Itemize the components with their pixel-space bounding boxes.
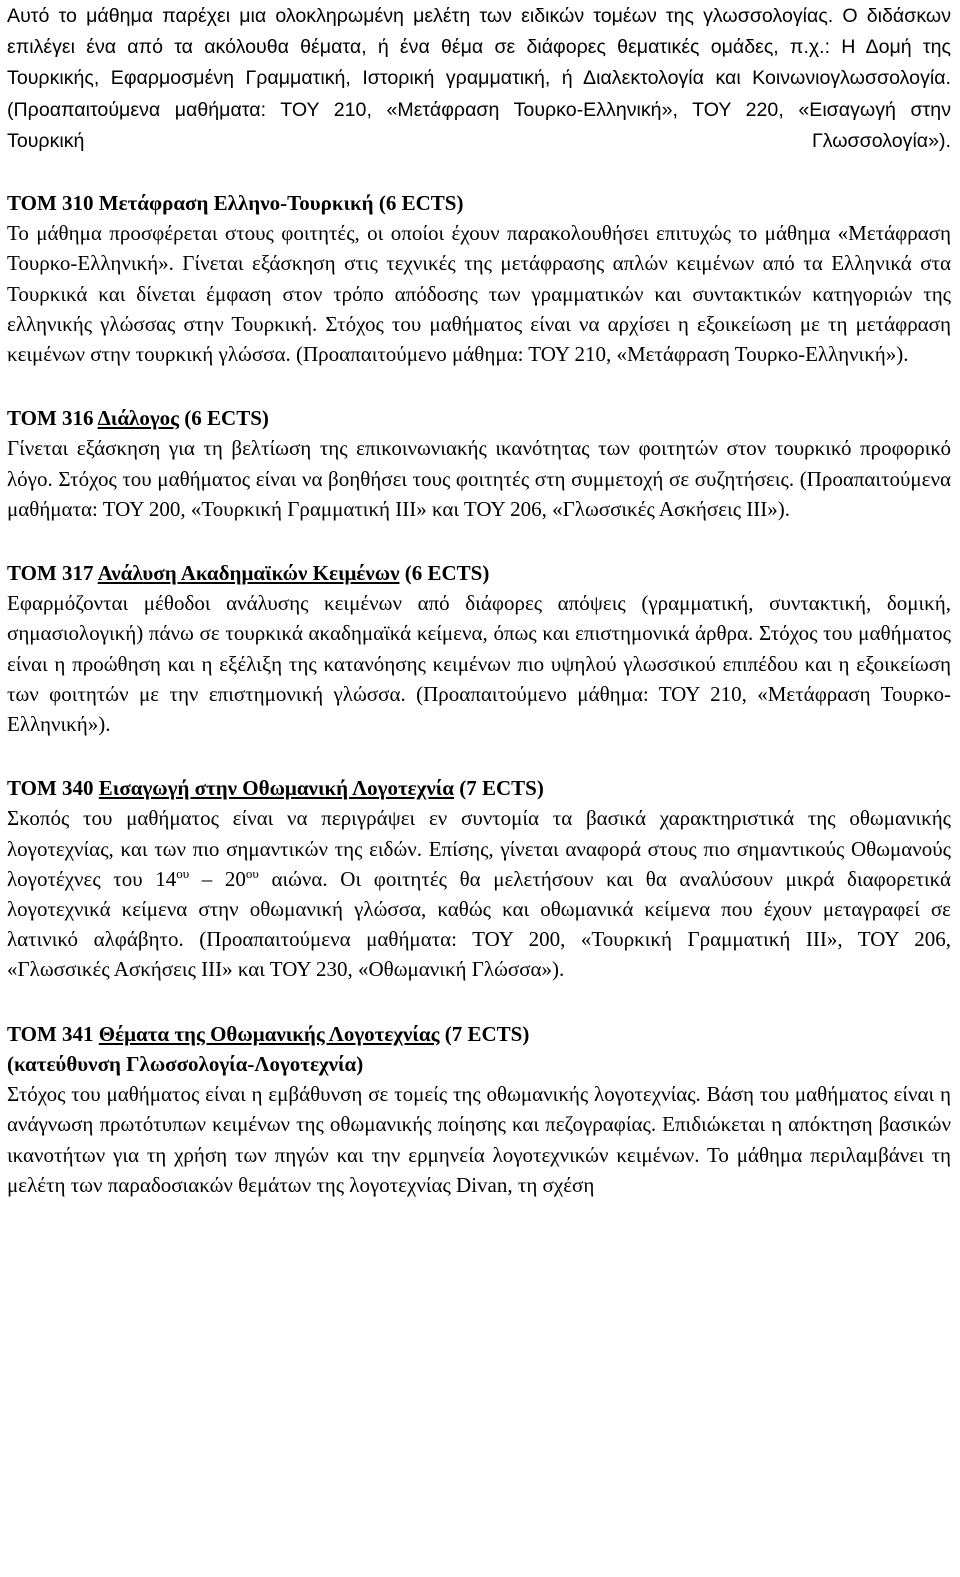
- intro-paragraph: [7, 0, 951, 156]
- course-heading-tom341: [7, 1019, 951, 1049]
- ordinal-suffix: ου: [176, 865, 190, 881]
- course-credits: (6 ECTS): [184, 406, 269, 431]
- course-title: Μετάφραση Ελληνο-Τουρκική: [98, 191, 374, 216]
- course-credits: (6 ECTS): [404, 561, 490, 586]
- ordinal-suffix: ου: [245, 865, 259, 881]
- course-subtitle-tom341: (κατεύθυνση Γλωσσολογία-Λογοτεχνία): [7, 1051, 364, 1076]
- intro-prerequisites: (Προαπαιτούμενα μαθήματα: ΤΟΥ 210, «Μετάφραση Τουρκο-Ελληνική», ΤΟΥ 220, «Εισαγωγή στην Τουρκική Γλωσσολογία»).: [7, 98, 951, 152]
- intro-text: Αυτό το μάθημα παρέχει μια ολοκληρωμένη μελέτη των ειδικών τομέων της γλωσσολογίας. Ο διδάσκων επιλέγει ένα από τα ακόλουθα θέματα, ή ένα θέμα σε διάφορες θεματικές ομάδες, π.χ.: Η Δομή της Τουρκικής, Εφαρμοσμένη Γραμματική, Ιστορική γραμματική, ή Διαλεκτολογία και Κοινωνιογλωσσολογία.: [7, 5, 951, 90]
- course-code: ΤΟΜ 317: [7, 561, 94, 586]
- course-heading-tom340: [7, 773, 951, 803]
- course-credits: (7 ECTS): [459, 776, 544, 801]
- description-text: αιώνα. Οι φοιτητές θα μελετήσουν και θα αναλύσουν μικρά διαφορετικά λογοτεχνικά κείμενα στην οθωμανική γλώσσα, καθώς και οθωμανικά κείμενα που έχουν μεταγραφεί σε λατινικό αλφάβητο. (Προαπαιτούμενα μαθήματα: ΤΟΥ 200, «Τουρκική Γραμματική ΙΙΙ», ΤΟΥ 206, «Γλωσσικές Ασκήσεις ΙΙΙ» και ΤΟΥ 230, «Οθωμανική Γλώσσα»).: [7, 866, 951, 982]
- course-title: Ανάλυση Ακαδημαϊκών Κειμένων: [97, 561, 400, 586]
- course-heading-tom317: [7, 558, 951, 588]
- course-description-tom316: Γίνεται εξάσκηση για τη βελτίωση της επικοινωνιακής ικανότητας των φοιτητών στον τουρκικό προφορικό λόγο. Στόχος του μαθήματος είναι να βοηθήσει τους φοιτητές στη συμμετοχή σε συζητήσεις. (Προαπαιτούμενα μαθήματα: ΤΟΥ 200, «Τουρκική Γραμματική ΙΙΙ» και ΤΟΥ 206, «Γλωσσικές Ασκήσεις ΙΙΙ»).: [7, 436, 951, 521]
- course-description-tom341: Στόχος του μαθήματος είναι η εμβάθυνση σε τομείς της οθωμανικής λογοτεχνίας. Βάση του μαθήματος είναι η ανάγνωση πρωτότυπων κειμένων της οθωμανικής ποίησης και πεζογραφίας. Επιδιώκεται η απόκτηση βασικών ικανοτήτων για τη χρήση των πηγών και την ερμηνεία λογοτεχνικών κειμένων. Το μάθημα περιλαμβάνει τη μελέτη των παραδοσιακών θεμάτων της λογοτεχνίας Divan, τη σχέση: [7, 1082, 951, 1197]
- course-title: Διάλογος: [97, 406, 180, 431]
- course-title: Εισαγωγή στην Οθωμανική Λογοτεχνία: [98, 776, 454, 801]
- course-heading-tom316: [7, 403, 951, 433]
- century-range: – 20: [189, 866, 246, 891]
- document-page: [7, 0, 951, 1200]
- course-description-tom340: [7, 803, 951, 984]
- course-description-tom317: Εφαρμόζονται μέθοδοι ανάλυσης κειμένων από διάφορες απόψεις (γραμματική, συντακτική, δομική, σημασιολογική) πάνω σε τουρκικά ακαδημαϊκά κείμενα, όπως και επιστημονικά άρθρα. Στόχος του μαθήματος είναι η προώθηση και η εξέλιξη της κατανόησης κειμένων πιο υψηλού γλωσσικού επιπέδου και η εξοικείωση των φοιτητών με την επιστημονική γλώσσα. (Προαπαιτούμενο μάθημα: ΤΟΥ 210, «Μετάφραση Τουρκο-Ελληνική»).: [7, 591, 951, 737]
- course-code: ΤΟΜ 316: [7, 406, 94, 431]
- course-code: ΤΟΜ 310: [7, 191, 94, 216]
- course-credits: (7 ECTS): [444, 1021, 530, 1046]
- course-code: ΤΟΜ 341: [7, 1021, 94, 1046]
- course-description-tom310: Το μάθημα προσφέρεται στους φοιτητές, οι οποίοι έχουν παρακολουθήσει επιτυχώς το μάθημα «Μετάφραση Τουρκο-Ελληνική». Γίνεται εξάσκηση στις τεχνικές της μετάφρασης απλών κειμένων από τα Ελληνικά στα Τουρκικά και δίνεται έμφαση στον τρόπο απόδοσης των γραμματικών και συντακτικών κατηγοριών της ελληνικής γλώσσας στην Τουρκική. Στόχος του μαθήματος είναι να αρχίσει η εξοικείωση με τη μετάφραση κειμένων στην τουρκική γλώσσα. (Προαπαιτούμενο μάθημα: ΤΟΥ 210, «Μετάφραση Τουρκο-Ελληνική»).: [7, 221, 951, 367]
- description-text: Σκοπός του μαθήματος είναι να περιγράψει εν συντομία τα βασικά χαρακτηριστικά της οθωμανικής λογοτεχνίας, και των πιο σημαντικών της ειδών. Επίσης, γίνεται αναφορά στους πιο σημαντικούς Οθωμανούς λογοτέχνες του 14: [7, 806, 951, 891]
- course-credits: (6 ECTS): [378, 191, 464, 216]
- course-heading-tom310: [7, 188, 951, 218]
- course-title: Θέματα της Οθωμανικής Λογοτεχνίας: [98, 1021, 440, 1046]
- course-code: ΤΟΜ 340: [7, 776, 94, 801]
